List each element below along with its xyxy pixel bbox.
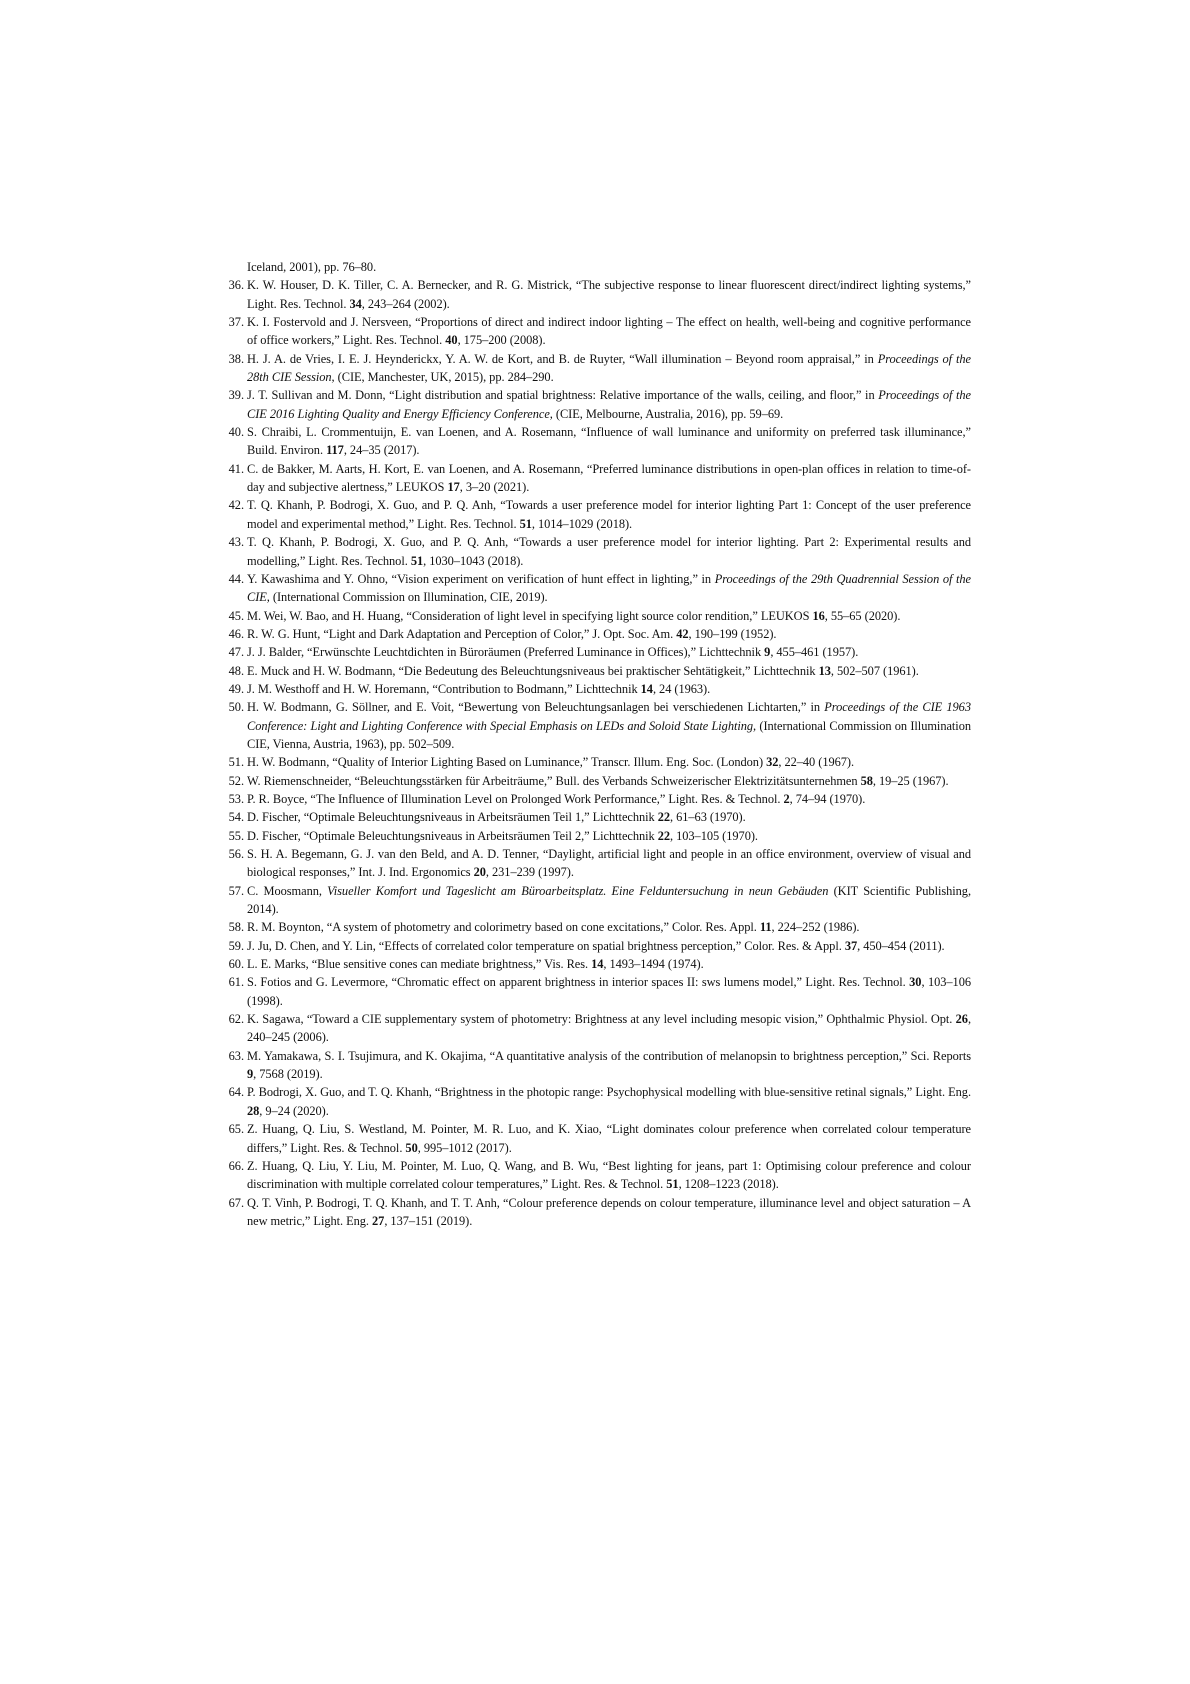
reference-text-segment: , 243–264 (2002).	[361, 296, 450, 311]
reference-entry	[228, 1194, 971, 1231]
reference-text-segment: , 9–24 (2020).	[259, 1103, 329, 1118]
reference-text-segment: , 3–20 (2021).	[459, 480, 530, 495]
reference-text-segment: (KIT Scientific Publishing, 2014).	[247, 883, 971, 917]
reference-text	[247, 350, 971, 387]
reference-text-segment: H. J. A. de Vries, I. E. J. Heynderickx, Y. A. W. de Kort, and B. de Ruyter, “Wall illumination – Beyond room appraisal,” in	[247, 351, 878, 366]
reference-text-segment: , 61–63 (1970).	[670, 810, 746, 825]
reference-entry	[228, 1047, 971, 1084]
reference-text-segment: , 175–200 (2008).	[457, 333, 546, 348]
reference-text-segment: S. Chraibi, L. Crommentuijn, E. van Loenen, and A. Rosemann, “Influence of wall luminance and uniformity on preferred task illuminance,” Build. Environ.	[247, 425, 971, 458]
reference-entry	[228, 350, 971, 387]
reference-entry	[228, 313, 971, 350]
reference-text	[247, 1083, 971, 1120]
reference-number: 43.	[228, 535, 244, 550]
reference-text-segment: J. J. Balder, “Erwünschte Leuchtdichten in Büroräumen (Preferred Luminance in Offices),” Lichttechnik	[247, 645, 765, 660]
reference-text-segment: , 22–40 (1967).	[778, 755, 855, 770]
reference-text-segment: , 450–454 (2011).	[857, 938, 945, 953]
reference-text-segment: , 137–151 (2019).	[384, 1213, 473, 1228]
reference-number: 38.	[228, 351, 244, 366]
reference-volume: 32	[766, 755, 779, 770]
reference-number: 51.	[228, 755, 244, 770]
reference-text	[247, 607, 971, 625]
reference-number: 61.	[228, 975, 244, 990]
reference-text-segment: K. Sagawa, “Toward a CIE supplementary system of photometry: Brightness at any level including mesopic vision,” Ophthalmic Physiol. Opt.	[247, 1012, 956, 1027]
reference-entry	[228, 1083, 971, 1120]
reference-text	[247, 533, 971, 570]
reference-text	[247, 1157, 971, 1194]
reference-text-segment: , 502–507 (1961).	[830, 663, 919, 678]
reference-entry	[228, 1157, 971, 1194]
reference-text	[247, 1194, 971, 1231]
reference-text	[247, 496, 971, 533]
reference-text	[247, 827, 971, 845]
reference-number: 39.	[228, 388, 244, 403]
reference-text-segment: (International Commission on Illumination, CIE, 2019).	[269, 590, 548, 605]
reference-volume: 16	[812, 608, 825, 623]
reference-text	[247, 276, 971, 313]
reference-text-segment: T. Q. Khanh, P. Bodrogi, X. Guo, and P. Q. Anh, “Towards a user preference model for interior lighting Part 1: Concept of the user preference model and experimental method,” Light. Res. Technol.	[247, 498, 971, 531]
reference-text-segment: M. Yamakawa, S. I. Tsujimura, and K. Okajima, “A quantitative analysis of the contribution of melanopsin to brightness perception,” Sci. Reports	[247, 1048, 971, 1063]
reference-entry	[228, 808, 971, 826]
reference-text-segment: Q. T. Vinh, P. Bodrogi, T. Q. Khanh, and T. T. Anh, “Colour preference depends on colour temperature, illuminance level and object saturation – A new metric,” Light. Eng.	[247, 1195, 971, 1228]
reference-text	[247, 662, 971, 680]
reference-number: 49.	[228, 681, 244, 696]
reference-text	[247, 386, 971, 423]
reference-entry	[228, 937, 971, 955]
reference-number: 64.	[228, 1085, 244, 1100]
reference-number: 45.	[228, 608, 244, 623]
reference-number: 50.	[228, 700, 244, 715]
reference-number: 54.	[228, 810, 244, 825]
reference-volume: 117	[326, 443, 344, 458]
reference-entry	[228, 680, 971, 698]
reference-text	[247, 570, 971, 607]
reference-text-segment: J. Ju, D. Chen, and Y. Lin, “Effects of correlated color temperature on spatial brightness perception,” Color. Res. & Appl.	[247, 938, 845, 953]
reference-text-segment: , 240–245 (2006).	[247, 1012, 971, 1045]
reference-text	[247, 423, 971, 460]
reference-entry	[228, 570, 971, 607]
reference-list	[228, 258, 972, 1230]
reference-number: 58.	[228, 920, 244, 935]
reference-title-italic: Proceedings of the CIE 2016 Lighting Quality and Energy Efficiency Conference,	[247, 388, 972, 421]
reference-entry	[228, 276, 971, 313]
reference-volume: 11	[759, 920, 772, 935]
reference-text	[247, 698, 971, 753]
reference-number: 41.	[228, 461, 244, 476]
reference-volume: 13	[818, 663, 831, 678]
reference-entry	[228, 753, 971, 771]
reference-volume: 51	[519, 516, 532, 531]
reference-text-segment: R. M. Boynton, “A system of photometry and colorimetry based on cone excitations,” Color. Res. Appl.	[247, 920, 760, 935]
reference-text-segment: Y. Kawashima and Y. Ohno, “Vision experiment on verification of hunt effect in lighting,” in	[247, 571, 715, 586]
reference-entry	[228, 790, 971, 808]
reference-entry	[228, 1010, 971, 1047]
reference-entry	[228, 827, 971, 845]
reference-number: 46.	[228, 626, 244, 641]
reference-volume: 40	[445, 333, 458, 348]
reference-volume: 42	[676, 626, 689, 641]
reference-text-segment: Z. Huang, Q. Liu, Y. Liu, M. Pointer, M. Luo, Q. Wang, and B. Wu, “Best lighting for jeans, part 1: Optimising colour preference and colour discrimination with multiple correlated colour temperatures,” Light. Res. & Technol.	[247, 1158, 971, 1192]
reference-entry	[228, 772, 971, 790]
reference-text-segment: H. W. Bodmann, G. Söllner, and E. Voit, “Bewertung von Beleuchtungsanlagen bei verschiedenen Lichtarten,” in	[247, 700, 825, 715]
reference-volume: 51	[666, 1177, 679, 1192]
reference-volume: 37	[844, 938, 858, 953]
reference-title-italic: Proceedings of the CIE 1963 Conference: Light and Lighting Conference with Special Emphasis on LEDs and Soloid State Lighting,	[247, 700, 971, 733]
reference-volume: 30	[909, 975, 922, 990]
reference-number: 44.	[228, 571, 244, 586]
reference-text-segment: T. Q. Khanh, P. Bodrogi, X. Guo, and P. Q. Anh, “Towards a user preference model for interior lighting. Part 2: Experimental results and modelling,” Light. Res. Technol.	[247, 535, 971, 568]
reference-text-segment: (International Commission on Illumination CIE, Vienna, Austria, 1963), pp. 502–509.	[247, 718, 971, 751]
reference-continuation: Iceland, 2001), pp. 76–80.	[247, 260, 377, 274]
reference-number: 47.	[228, 645, 244, 660]
reference-text	[247, 753, 971, 771]
reference-text-segment: , 455–461 (1957).	[770, 645, 859, 660]
reference-text-segment: K. I. Fostervold and J. Nersveen, “Proportions of direct and indirect indoor lighting – The effect on health, well-being and cognitive performance of office workers,” Light. Res. Technol.	[247, 315, 971, 348]
reference-number: 55.	[228, 828, 244, 843]
reference-number: 66.	[228, 1158, 244, 1173]
reference-title-italic: Visueller Komfort und Tageslicht am Büroarbeitsplatz. Eine Felduntersuchung in neun Gebäuden	[327, 883, 829, 898]
reference-text	[247, 808, 971, 826]
reference-text-segment: , 1030–1043 (2018).	[423, 553, 524, 568]
reference-text-segment: P. R. Boyce, “The Influence of Illumination Level on Prolonged Work Performance,” Light. Res. & Technol.	[247, 791, 784, 806]
reference-text	[247, 680, 971, 698]
reference-entry	[228, 460, 971, 497]
reference-text-segment: , 7568 (2019).	[253, 1067, 323, 1082]
reference-text-segment: R. W. G. Hunt, “Light and Dark Adaptation and Perception of Color,” J. Opt. Soc. Am.	[247, 626, 677, 641]
reference-volume: 50	[405, 1140, 418, 1155]
reference-text	[247, 1010, 971, 1047]
reference-text-segment: M. Wei, W. Bao, and H. Huang, “Consideration of light level in specifying light source color rendition,” LEUKOS	[247, 608, 813, 623]
reference-volume: 14	[591, 957, 604, 972]
reference-text	[247, 973, 971, 1010]
reference-entry	[228, 533, 971, 570]
reference-text-segment: S. H. A. Begemann, G. J. van den Beld, and A. D. Tenner, “Daylight, artificial light and people in an office environment, overview of visual and biological responses,” Int. J. Ind. Ergonomics	[247, 847, 971, 880]
reference-text-segment: (CIE, Manchester, UK, 2015), pp. 284–290.	[334, 370, 554, 385]
reference-items	[228, 276, 972, 1230]
reference-entry	[228, 918, 971, 936]
reference-text-segment: D. Fischer, “Optimale Beleuchtungsniveaus in Arbeitsräumen Teil 1,” Lichttechnik	[247, 810, 658, 825]
reference-entry	[228, 882, 971, 919]
reference-entry	[228, 607, 971, 625]
reference-text-segment: , 224–252 (1986).	[771, 920, 860, 935]
reference-number: 63.	[228, 1048, 244, 1063]
reference-text-segment: , 1208–1223 (2018).	[678, 1177, 779, 1192]
reference-volume: 58	[860, 773, 873, 788]
reference-text-segment: H. W. Bodmann, “Quality of Interior Lighting Based on Luminance,” Transcr. Illum. Eng. Soc. (London)	[247, 755, 767, 770]
reference-text	[247, 643, 971, 661]
reference-entry	[228, 1120, 971, 1157]
reference-number: 57.	[228, 883, 244, 898]
reference-entry	[228, 973, 971, 1010]
reference-text-segment: L. E. Marks, “Blue sensitive cones can mediate brightness,” Vis. Res.	[247, 957, 592, 972]
reference-text	[247, 460, 971, 497]
reference-text	[247, 955, 971, 973]
reference-text-segment: P. Bodrogi, X. Guo, and T. Q. Khanh, “Brightness in the photopic range: Psychophysical modelling with blue-sensitive retinal signals,” Light. Eng.	[247, 1085, 971, 1100]
reference-entry	[228, 496, 971, 533]
reference-text-segment: , 1493–1494 (1974).	[603, 957, 704, 972]
reference-text-segment: J. M. Westhoff and H. W. Horemann, “Contribution to Bodmann,” Lichttechnik	[247, 681, 641, 696]
reference-text-segment: Z. Huang, Q. Liu, S. Westland, M. Pointer, M. R. Luo, and K. Xiao, “Light dominates colour preference when correlated colour temperature differs,” Light. Res. & Technol.	[247, 1122, 971, 1155]
reference-text-segment: , 24–35 (2017).	[343, 443, 420, 458]
reference-number: 65.	[228, 1122, 244, 1137]
reference-volume: 14	[640, 681, 653, 696]
reference-text	[247, 1120, 971, 1157]
reference-text	[247, 313, 971, 350]
reference-number: 56.	[228, 847, 244, 861]
reference-volume: 17	[447, 480, 460, 495]
reference-text-segment: D. Fischer, “Optimale Beleuchtungsniveaus in Arbeitsräumen Teil 2,” Lichttechnik	[247, 828, 658, 843]
reference-text	[247, 772, 971, 790]
reference-volume: 20	[473, 865, 486, 880]
reference-entry	[228, 845, 971, 882]
reference-text-segment: K. W. Houser, D. K. Tiller, C. A. Bernecker, and R. G. Mistrick, “The subjective response to linear fluorescent direct/indirect lighting systems,” Light. Res. Technol.	[247, 278, 971, 311]
reference-number: 48.	[228, 663, 244, 678]
reference-entry	[228, 662, 971, 680]
reference-text	[247, 790, 971, 808]
reference-text-segment: S. Fotios and G. Levermore, “Chromatic effect on apparent brightness in interior spaces II: sws lumens model,” Light. Res. Technol.	[247, 975, 910, 990]
reference-volume: 27	[372, 1213, 385, 1228]
reference-entry	[228, 698, 971, 753]
reference-text-segment: , 995–1012 (2017).	[417, 1140, 512, 1155]
reference-text	[247, 937, 971, 955]
reference-text-segment: E. Muck and H. W. Bodmann, “Die Bedeutung des Beleuchtungsniveaus bei praktischer Sehtätigkeit,” Lichttechnik	[247, 663, 819, 678]
reference-volume: 9	[247, 1067, 254, 1082]
reference-number: 42.	[228, 498, 244, 513]
reference-text-segment: C. de Bakker, M. Aarts, H. Kort, E. van Loenen, and A. Rosemann, “Preferred luminance distributions in open-plan offices in relation to time-of-day and subjective alertness,” LEUKOS	[247, 461, 971, 495]
reference-text-segment: (CIE, Melbourne, Australia, 2016), pp. 59–69.	[552, 406, 784, 421]
reference-text	[247, 918, 971, 936]
reference-number: 62.	[228, 1012, 244, 1027]
reference-text-segment: C. Moosmann,	[247, 883, 328, 898]
reference-number: 36.	[228, 278, 244, 293]
reference-number: 60.	[228, 957, 244, 972]
reference-number: 40.	[228, 425, 244, 440]
reference-volume: 9	[764, 645, 771, 660]
reference-text-segment: , 103–106 (1998).	[247, 975, 971, 1008]
reference-text	[247, 845, 971, 882]
reference-number: 37.	[228, 315, 244, 330]
reference-text-segment: , 190–199 (1952).	[688, 626, 777, 641]
reference-volume: 51	[410, 553, 424, 568]
reference-text-segment: W. Riemenschneider, “Beleuchtungsstärken für Arbeiträume,” Bull. des Verbands Schweizerischer Elektrizitätsunternehmen	[247, 773, 861, 788]
reference-entry	[228, 625, 971, 643]
reference-number: 52.	[228, 773, 244, 788]
reference-text-segment: J. T. Sullivan and M. Donn, “Light distribution and spatial brightness: Relative importance of the walls, ceiling, and floor,” in	[247, 388, 879, 403]
reference-title-italic: Proceedings of the 29th Quadrennial Session of the CIE,	[247, 571, 971, 605]
reference-title-italic: Proceedings of the 28th CIE Session,	[247, 351, 971, 385]
reference-volume: 22	[657, 828, 671, 843]
reference-entry	[228, 643, 971, 661]
reference-entry	[228, 423, 971, 460]
reference-entry	[228, 955, 971, 973]
reference-text	[247, 625, 971, 643]
reference-text-segment: , 19–25 (1967).	[872, 773, 949, 788]
reference-number: 53.	[228, 791, 244, 806]
reference-text-segment: , 103–105 (1970).	[670, 828, 758, 843]
reference-number: 67.	[228, 1195, 244, 1210]
reference-text-segment: , 24 (1963).	[652, 681, 711, 696]
reference-number: 59.	[228, 938, 244, 953]
reference-volume: 22	[657, 810, 671, 825]
reference-text-segment: , 55–65 (2020).	[824, 608, 901, 623]
reference-volume: 2	[783, 791, 790, 806]
reference-volume: 34	[349, 296, 362, 311]
reference-text-segment: , 74–94 (1970).	[789, 791, 866, 806]
reference-text-segment: , 1014–1029 (2018).	[531, 516, 633, 531]
reference-text	[247, 1047, 971, 1084]
reference-entry	[228, 386, 972, 423]
reference-volume: 26	[955, 1012, 968, 1027]
reference-text-segment: , 231–239 (1997).	[485, 865, 574, 880]
reference-text	[247, 882, 971, 919]
reference-volume: 28	[247, 1103, 260, 1118]
